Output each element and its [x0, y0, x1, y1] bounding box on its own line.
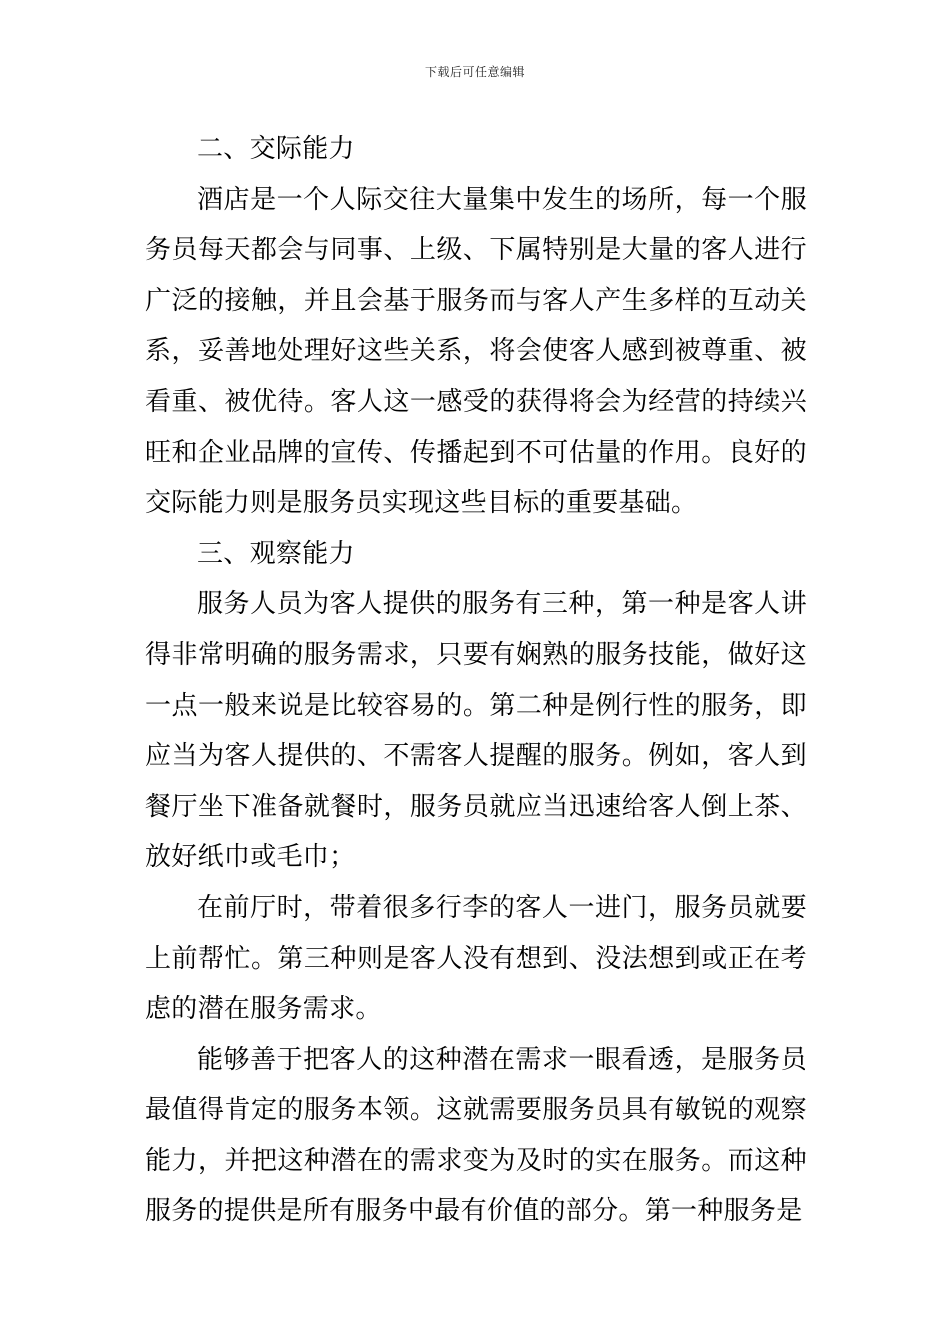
document-body [145, 124, 807, 1237]
paragraph-potential-needs: 能够善于把客人的这种潜在需求一眼看透，是服务员最值得肯定的服务本领。这就需要服务员具有敏锐的观察能力，并把这种潜在的需求变为及时的实在服务。而这种服务的提供是所有服务中最有价值的部分。第一种服务是 [145, 1044, 807, 1227]
section-heading-communication: 二、交际能力 [197, 134, 355, 164]
paragraph-front-desk: 在前厅时，带着很多行李的客人一进门，服务员就要上前帮忙。第三种则是客人没有想到、没法想到或正在考虑的潜在服务需求。 [145, 892, 807, 1025]
paragraph-communication: 酒店是一个人际交往大量集中发生的场所，每一个服务员每天都会与同事、上级、下属特别是大量的客人进行广泛的接触，并且会基于服务而与客人产生多样的互动关系，妥善地处理好这些关系，将会使客人感到被尊重、被看重、被优待。客人这一感受的获得将会为经营的持续兴旺和企业品牌的宣传、传播起到不可估量的作用。良好的交际能力则是服务员实现这些目标的重要基础。 [145, 184, 807, 519]
section-heading-observation: 三、观察能力 [197, 538, 355, 569]
paragraph-service-types: 服务人员为客人提供的服务有三种，第一种是客人讲得非常明确的服务需求，只要有娴熟的服务技能，做好这一点一般来说是比较容易的。第二种是例行性的服务，即应当为客人提供的、不需客人提醒的服务。例如，客人到餐厅坐下准备就餐时，服务员就应当迅速给客人倒上茶、放好纸巾或毛巾； [145, 589, 807, 873]
header-note: 下载后可任意编辑 [424, 65, 525, 79]
